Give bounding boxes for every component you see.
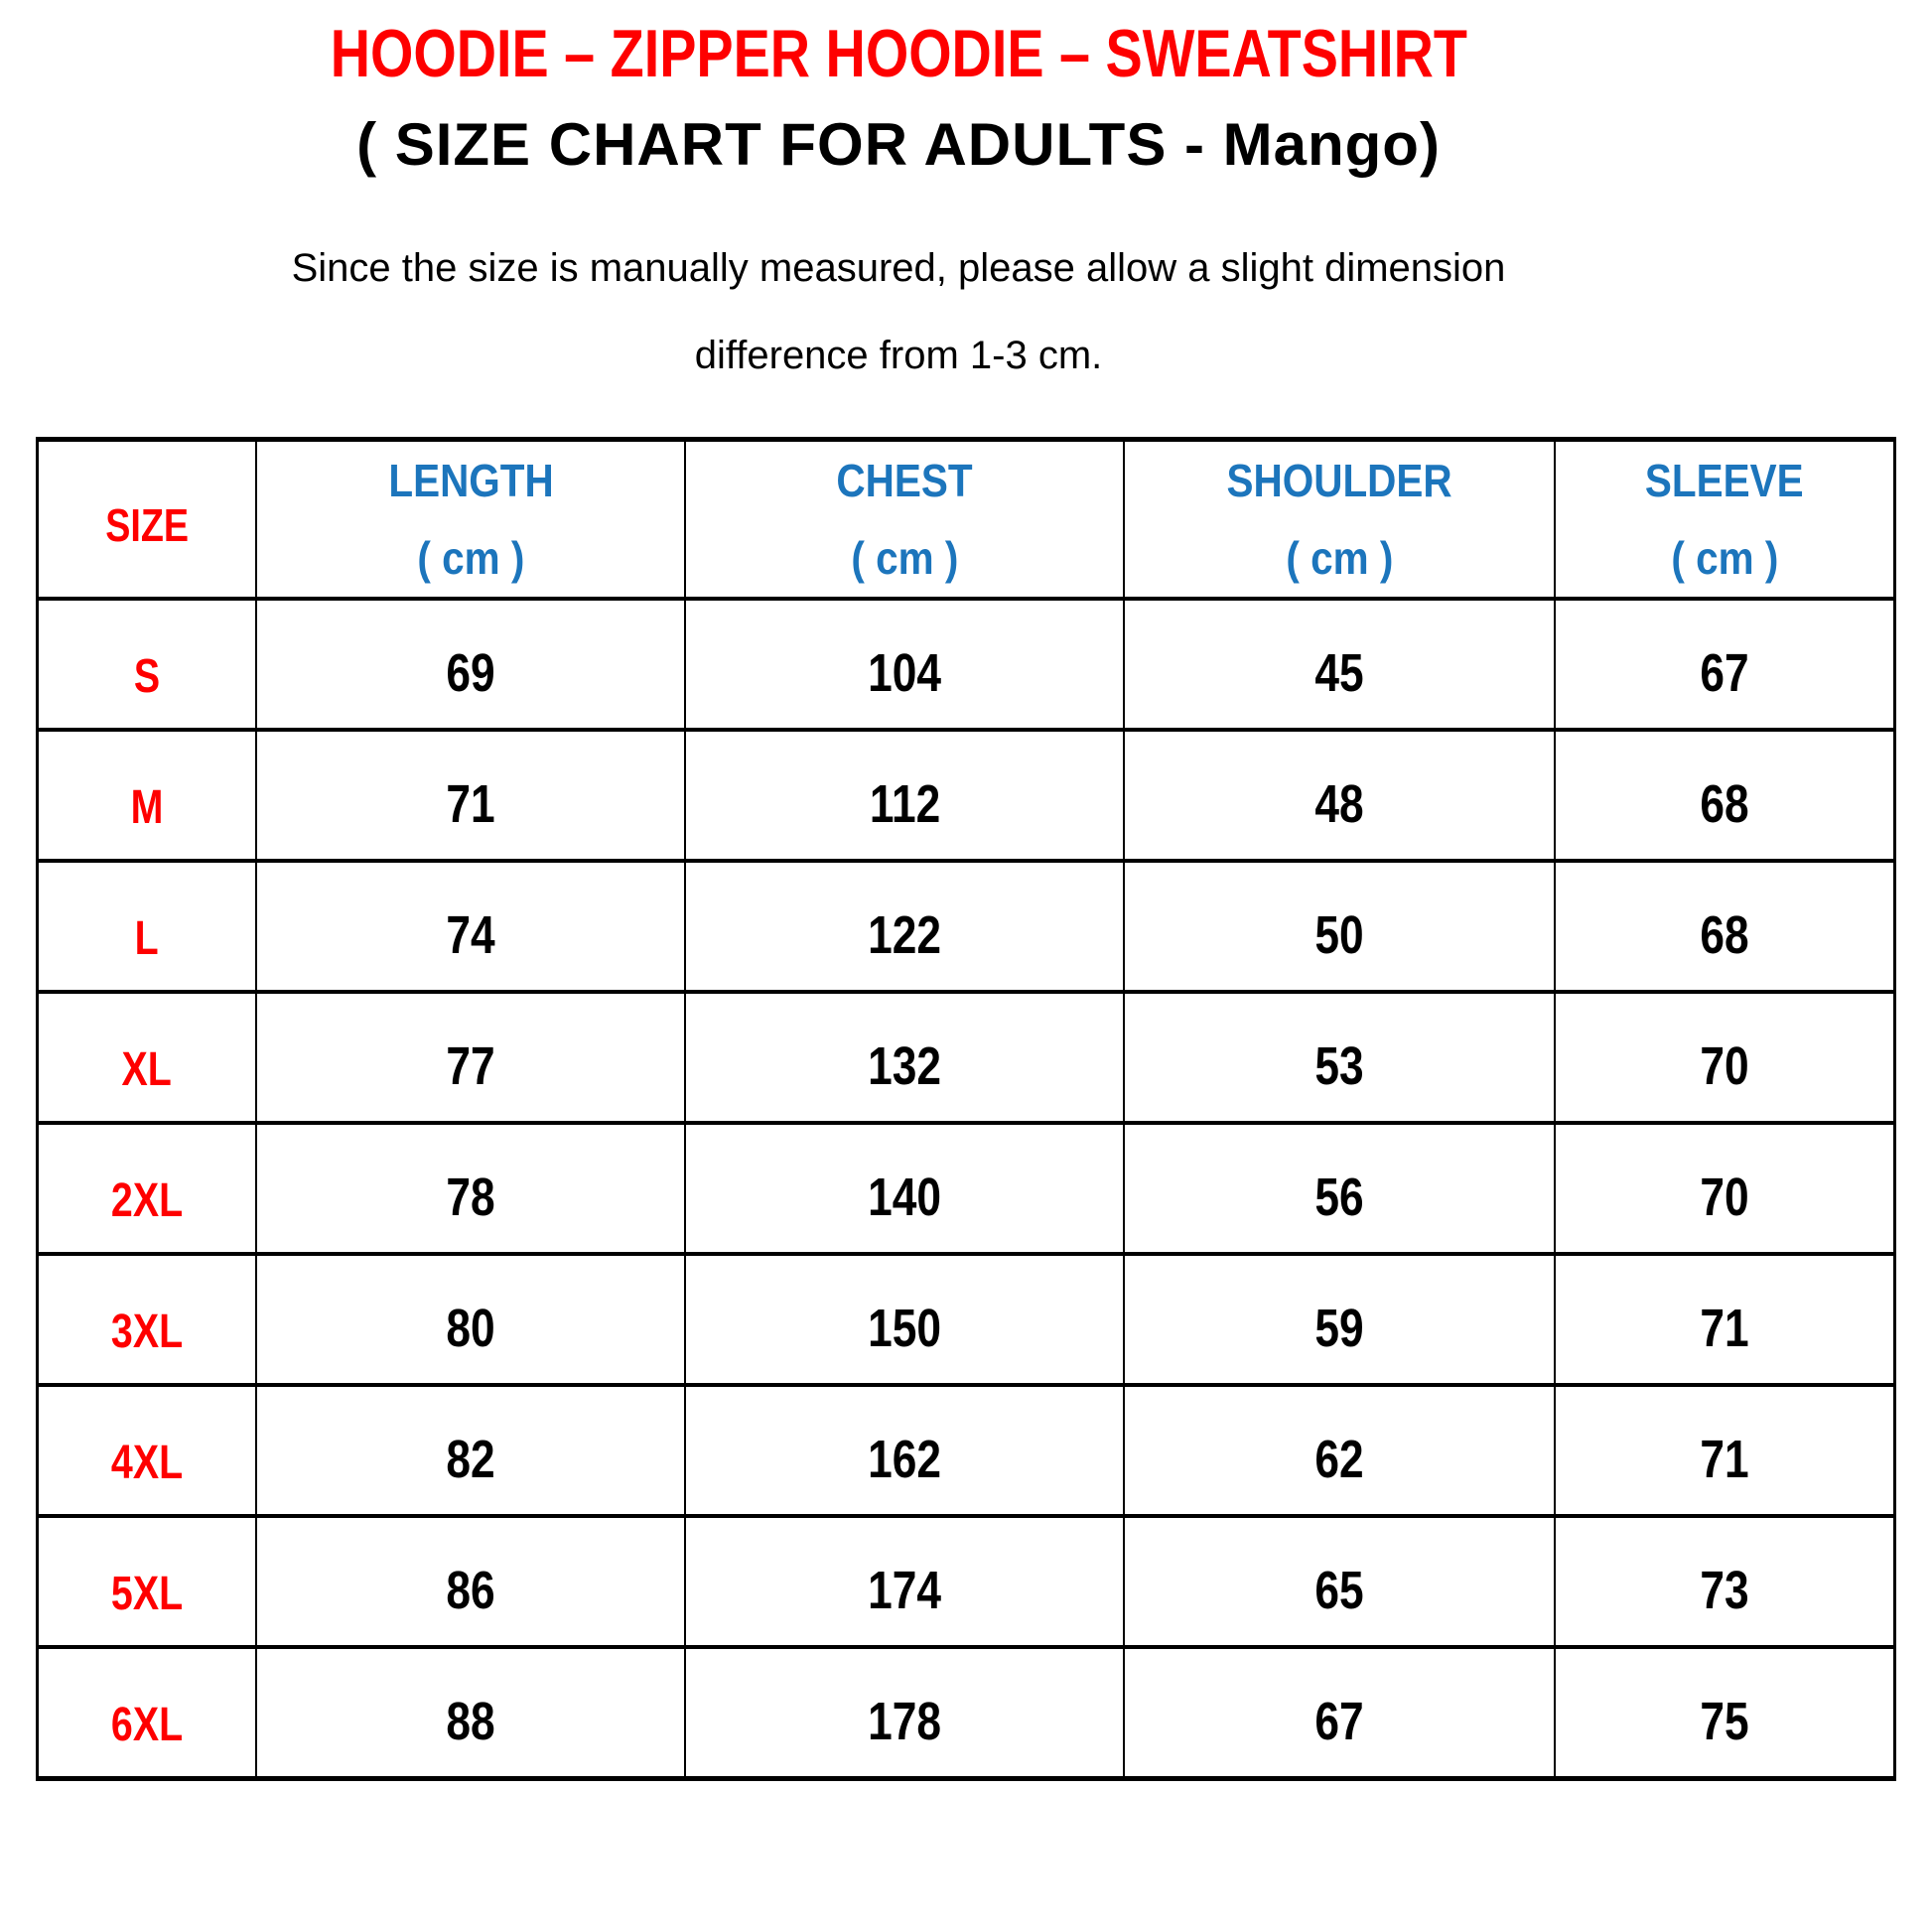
length-value: 69 xyxy=(446,643,495,703)
cell-sleeve xyxy=(1555,1647,1894,1778)
chest-value: 112 xyxy=(869,774,940,834)
chest-value: 162 xyxy=(868,1430,942,1489)
cell-chest xyxy=(685,730,1124,861)
cell-length xyxy=(256,1385,685,1516)
table-row xyxy=(38,861,1895,992)
cell-chest xyxy=(685,1123,1124,1254)
table-row xyxy=(38,599,1895,730)
cell-shoulder xyxy=(1124,730,1555,861)
cell-sleeve xyxy=(1555,992,1894,1123)
cell-chest xyxy=(685,992,1124,1123)
cell-sleeve xyxy=(1555,1254,1894,1385)
cell-chest xyxy=(685,599,1124,730)
col-header-length-unit xyxy=(257,519,684,597)
col-header-sleeve-name xyxy=(1556,442,1893,519)
col-header-shoulder-unit xyxy=(1125,519,1554,597)
cell-shoulder xyxy=(1124,1123,1555,1254)
chest-value: 104 xyxy=(868,643,942,703)
shoulder-value: 59 xyxy=(1314,1299,1364,1358)
chest-value: 140 xyxy=(868,1168,942,1227)
row-size-label xyxy=(38,1385,257,1516)
cell-shoulder xyxy=(1124,1254,1555,1385)
col-header-shoulder-name xyxy=(1125,442,1554,519)
table-row xyxy=(38,1254,1895,1385)
col-header-sleeve xyxy=(1555,440,1894,600)
cell-chest xyxy=(685,1385,1124,1516)
col-header-chest xyxy=(685,440,1124,600)
size-label-text: 2XL xyxy=(111,1174,184,1227)
cell-length xyxy=(256,1647,685,1778)
size-label-text: S xyxy=(134,650,161,703)
cell-sleeve xyxy=(1555,599,1894,730)
col-header-length-unit-text: ( cm ) xyxy=(417,532,525,584)
cell-shoulder xyxy=(1124,1385,1555,1516)
header-row xyxy=(38,440,1895,600)
col-header-length-name xyxy=(257,442,684,519)
col-header-sleeve-text: SLEEVE xyxy=(1645,455,1804,506)
row-size-label xyxy=(38,992,257,1123)
cell-sleeve xyxy=(1555,1516,1894,1647)
shoulder-value: 67 xyxy=(1314,1691,1364,1751)
chest-value: 132 xyxy=(868,1036,942,1096)
note-line-1: Since the size is manually measured, please allow a slight dimension xyxy=(291,246,1506,290)
chest-value: 174 xyxy=(868,1561,942,1620)
length-value: 78 xyxy=(446,1168,495,1227)
page-title xyxy=(0,0,1797,91)
length-value: 88 xyxy=(446,1691,495,1751)
measurement-note xyxy=(0,224,1797,399)
col-header-chest-text: CHEST xyxy=(836,455,973,506)
cell-chest xyxy=(685,1647,1124,1778)
shoulder-value: 48 xyxy=(1314,774,1364,834)
shoulder-value: 45 xyxy=(1314,643,1364,703)
cell-sleeve xyxy=(1555,1123,1894,1254)
row-size-label xyxy=(38,1123,257,1254)
page-subtitle: ( SIZE CHART FOR ADULTS - Mango) xyxy=(356,111,1441,178)
shoulder-value: 53 xyxy=(1314,1036,1364,1096)
sleeve-value: 73 xyxy=(1700,1561,1749,1620)
length-value: 82 xyxy=(446,1430,495,1489)
length-value: 74 xyxy=(446,905,495,965)
length-value: 71 xyxy=(446,774,495,834)
cell-sleeve xyxy=(1555,1385,1894,1516)
cell-shoulder xyxy=(1124,861,1555,992)
table-row xyxy=(38,1516,1895,1647)
cell-shoulder xyxy=(1124,599,1555,730)
col-header-size xyxy=(38,440,257,600)
row-size-label xyxy=(38,861,257,992)
sleeve-value: 67 xyxy=(1700,643,1749,703)
chest-value: 150 xyxy=(868,1299,942,1358)
length-value: 86 xyxy=(446,1561,495,1620)
cell-length xyxy=(256,1516,685,1647)
row-size-label xyxy=(38,599,257,730)
cell-chest xyxy=(685,1516,1124,1647)
col-header-size-text: SIZE xyxy=(105,499,190,551)
cell-shoulder xyxy=(1124,1647,1555,1778)
sleeve-value: 70 xyxy=(1700,1036,1749,1096)
col-header-sleeve-unit xyxy=(1556,519,1893,597)
heading-block xyxy=(0,0,1797,399)
cell-sleeve xyxy=(1555,730,1894,861)
length-value: 77 xyxy=(446,1036,495,1096)
shoulder-value: 62 xyxy=(1314,1430,1364,1489)
cell-shoulder xyxy=(1124,1516,1555,1647)
cell-chest xyxy=(685,861,1124,992)
sleeve-value: 75 xyxy=(1700,1691,1749,1751)
cell-length xyxy=(256,992,685,1123)
table-row xyxy=(38,1123,1895,1254)
col-header-length xyxy=(256,440,685,600)
row-size-label xyxy=(38,730,257,861)
page-title-text: HOODIE – ZIPPER HOODIE – SWEATSHIRT xyxy=(330,16,1467,91)
col-header-chest-unit xyxy=(686,519,1123,597)
size-label-text: M xyxy=(130,781,164,834)
length-value: 80 xyxy=(446,1299,495,1358)
cell-length xyxy=(256,861,685,992)
size-chart-table xyxy=(36,437,1896,1781)
cell-length xyxy=(256,1254,685,1385)
row-size-label xyxy=(38,1254,257,1385)
cell-chest xyxy=(685,1254,1124,1385)
shoulder-value: 56 xyxy=(1314,1168,1364,1227)
cell-sleeve xyxy=(1555,861,1894,992)
cell-length xyxy=(256,1123,685,1254)
cell-length xyxy=(256,730,685,861)
sleeve-value: 68 xyxy=(1700,905,1749,965)
col-header-length-text: LENGTH xyxy=(388,455,554,506)
table-row xyxy=(38,992,1895,1123)
size-label-text: L xyxy=(135,912,160,965)
shoulder-value: 50 xyxy=(1314,905,1364,965)
col-header-shoulder-text: SHOULDER xyxy=(1226,455,1452,506)
row-size-label xyxy=(38,1516,257,1647)
table-row xyxy=(38,1647,1895,1778)
sleeve-value: 71 xyxy=(1700,1430,1749,1489)
col-header-sleeve-unit-text: ( cm ) xyxy=(1671,532,1779,584)
col-header-chest-name xyxy=(686,442,1123,519)
cell-shoulder xyxy=(1124,992,1555,1123)
sleeve-value: 70 xyxy=(1700,1168,1749,1227)
cell-length xyxy=(256,599,685,730)
note-line-2: difference from 1-3 cm. xyxy=(694,334,1103,377)
col-header-shoulder xyxy=(1124,440,1555,600)
chest-value: 122 xyxy=(868,905,942,965)
col-header-shoulder-unit-text: ( cm ) xyxy=(1286,532,1394,584)
col-header-chest-unit-text: ( cm ) xyxy=(851,532,959,584)
row-size-label xyxy=(38,1647,257,1778)
sleeve-value: 68 xyxy=(1700,774,1749,834)
size-label-text: XL xyxy=(121,1043,173,1096)
table-row xyxy=(38,730,1895,861)
size-label-text: 3XL xyxy=(111,1306,184,1358)
size-label-text: 4XL xyxy=(111,1437,184,1489)
shoulder-value: 65 xyxy=(1314,1561,1364,1620)
sleeve-value: 71 xyxy=(1700,1299,1749,1358)
size-label-text: 6XL xyxy=(111,1698,184,1751)
size-table-body xyxy=(38,599,1895,1778)
chest-value: 178 xyxy=(868,1691,942,1751)
size-label-text: 5XL xyxy=(111,1568,184,1620)
table-row xyxy=(38,1385,1895,1516)
